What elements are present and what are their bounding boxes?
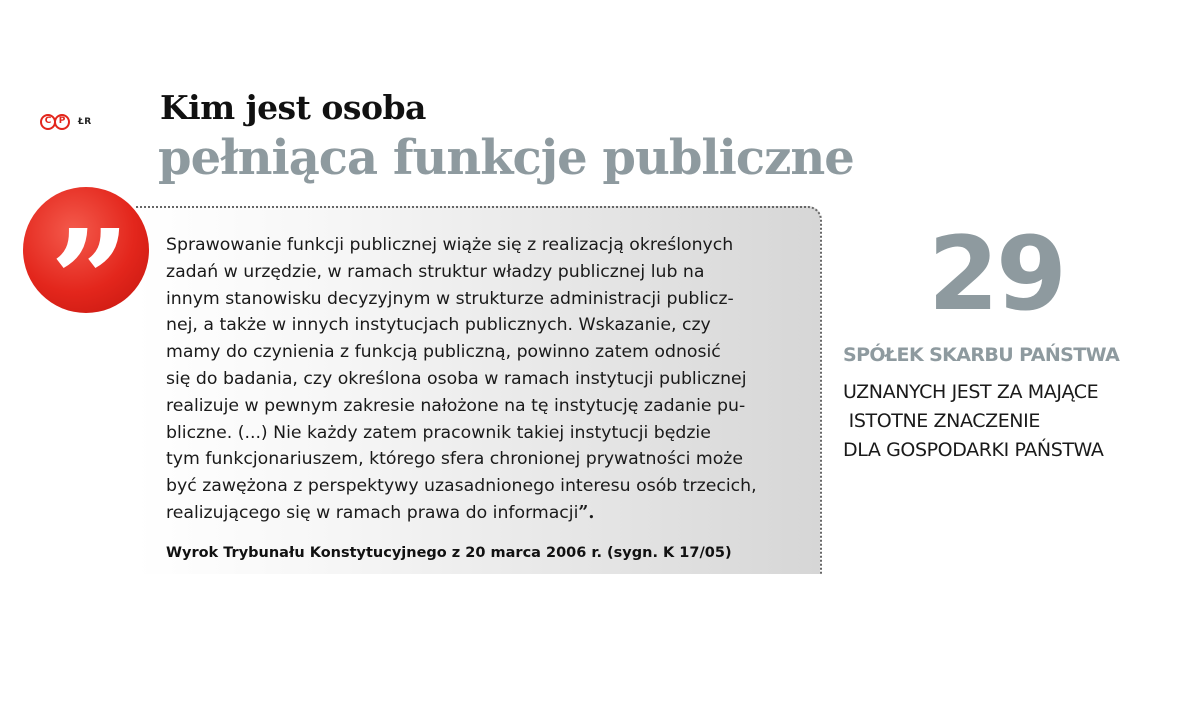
quote-citation: Wyrok Trybunału Konstytucyjnego z 20 marca 2006 r. (sygn. K 17/05) (166, 545, 732, 561)
stat-description-line: UZNANYCH JEST ZA MAJĄCE (843, 381, 1099, 403)
closing-quote-mark: ”. (578, 502, 595, 523)
logo-badge (40, 114, 68, 130)
stat-number: 29 (928, 215, 1064, 334)
quote-line: bliczne. (...) Nie każdy zatem pracownik takiej instytucji będzie (166, 422, 711, 443)
quote-line: się do badania, czy określona osoba w ramach instytucji publicznej (166, 368, 747, 389)
logo-letter-p: P (54, 114, 70, 130)
quote-line: być zawężona z perspektywy uzasadnionego interesu osób trzecich, (166, 476, 757, 497)
stat-description-line: DLA GOSPODARKI PAŃSTWA (843, 439, 1104, 461)
quote-mark-icon: ” (23, 187, 149, 313)
publisher-logo (40, 114, 92, 130)
stat-description (843, 378, 1104, 465)
quote-line-last (166, 500, 792, 527)
author-initials: ŁR (78, 117, 92, 127)
logo-letter-c: C (40, 114, 56, 130)
quote-line: realizuje w pewnym zakresie nałożone na tę instytucję zadanie pu- (166, 395, 746, 416)
quote-line-text: realizującego się w ramach prawa do informacji (166, 502, 579, 523)
quote-line: zadań w urzędzie, w ramach struktur władzy publicznej lub na (166, 261, 705, 282)
quote-line: Sprawowanie funkcji publicznej wiąże się z realizacją określonych (166, 235, 734, 255)
quote-line: tym funkcjonariuszem, którego sfera chronionej prywatności może (166, 449, 743, 470)
quote-line: innym stanowisku decyzyjnym w strukturze administracji publicz- (166, 288, 734, 309)
quote-line: nej, a także w innych instytucjach publicznych. Wskazanie, czy (166, 315, 711, 336)
quote-line: mamy do czynienia z funkcją publiczną, powinno zatem odnosić (166, 342, 721, 363)
headline-line-1: Kim jest osoba (160, 88, 426, 127)
quote-text (166, 232, 792, 527)
stat-description-line: ISTOTNE ZNACZENIE (843, 410, 1040, 432)
stat-headline: SPÓŁEK SKARBU PAŃSTWA (843, 344, 1120, 366)
headline-line-2: pełniąca funkcje publiczne (158, 130, 854, 186)
